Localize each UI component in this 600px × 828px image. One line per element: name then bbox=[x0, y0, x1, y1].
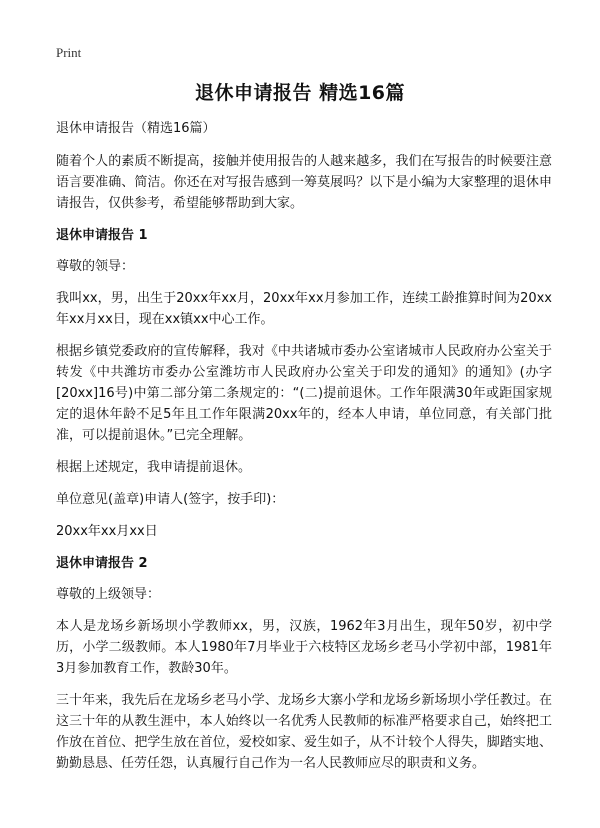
document-body bbox=[56, 118, 552, 785]
report-1-salutation: 尊敬的领导： bbox=[56, 259, 135, 274]
report-1-date: 20xx年xx月xx日 bbox=[56, 524, 158, 539]
print-label: Print bbox=[56, 45, 82, 60]
report-2-paragraph-1: 本人是龙场乡新场坝小学教师xx，男，汉族，1962年3月出生，现年50岁，初中学历，小学二级教师。本人1980年7月毕业于六枝特区龙场乡老马小学初中部，1981年3月参加教育工作，教龄30年。 bbox=[56, 619, 552, 676]
report-2-paragraph-2: 三十年来，我先后在龙场乡老马小学、龙场乡大寨小学和龙场乡新场坝小学任教过。在这三十年的从教生涯中，本人始终以一名优秀人民教师的标准严格要求自己，始终把工作放在首位、把学生放在首位，爱校如家、爱生如子，从不计较个人得失，脚踏实地、勤勤恳恳、任劳任怨，认真履行自己作为一名人民教师应尽的职责和义务。 bbox=[56, 693, 552, 771]
report-1-paragraph-2: 根据乡镇党委政府的宣传解释，我对《中共诸城市委办公室诸城市人民政府办公室关于转发《中共潍坊市委办公室潍坊市人民政府办公室关于印发的通知》的通知》(办字[20xx]16号)中第二部分第二条规定的：“(二)提前退休。工作年限满30年或距国家规定的退休年龄不足5年且工作年限满20xx年的，经本人申请，单位同意，有关部门批准，可以提前退休。”已完全理解。 bbox=[56, 344, 552, 443]
page-title: 退休申请报告 精选16篇 bbox=[194, 82, 406, 104]
report-1-paragraph-4: 单位意见(盖章)申请人(签字，按手印)： bbox=[56, 492, 285, 507]
report-2-heading: 退休申请报告 2 bbox=[56, 556, 148, 571]
intro-paragraph: 随着个人的素质不断提高，接触并使用报告的人越来越多，我们在写报告的时候要注意语言要准确、简洁。你还在对写报告感到一筹莫展吗？以下是小编为大家整理的退休申请报告，仅供参考，希望能够帮助到大家。 bbox=[56, 154, 552, 211]
document-subtitle: 退休申请报告（精选16篇） bbox=[56, 121, 216, 136]
report-1-paragraph-1: 我叫xx，男，出生于20xx年xx月，20xx年xx月参加工作，连续工龄推算时间为20xx年xx月xx日，现在xx镇xx中心工作。 bbox=[56, 291, 552, 327]
report-1-heading: 退休申请报告 1 bbox=[56, 228, 148, 243]
report-1-paragraph-3: 根据上述规定，我申请提前退休。 bbox=[56, 460, 252, 475]
report-2-salutation: 尊敬的上级领导： bbox=[56, 587, 161, 602]
